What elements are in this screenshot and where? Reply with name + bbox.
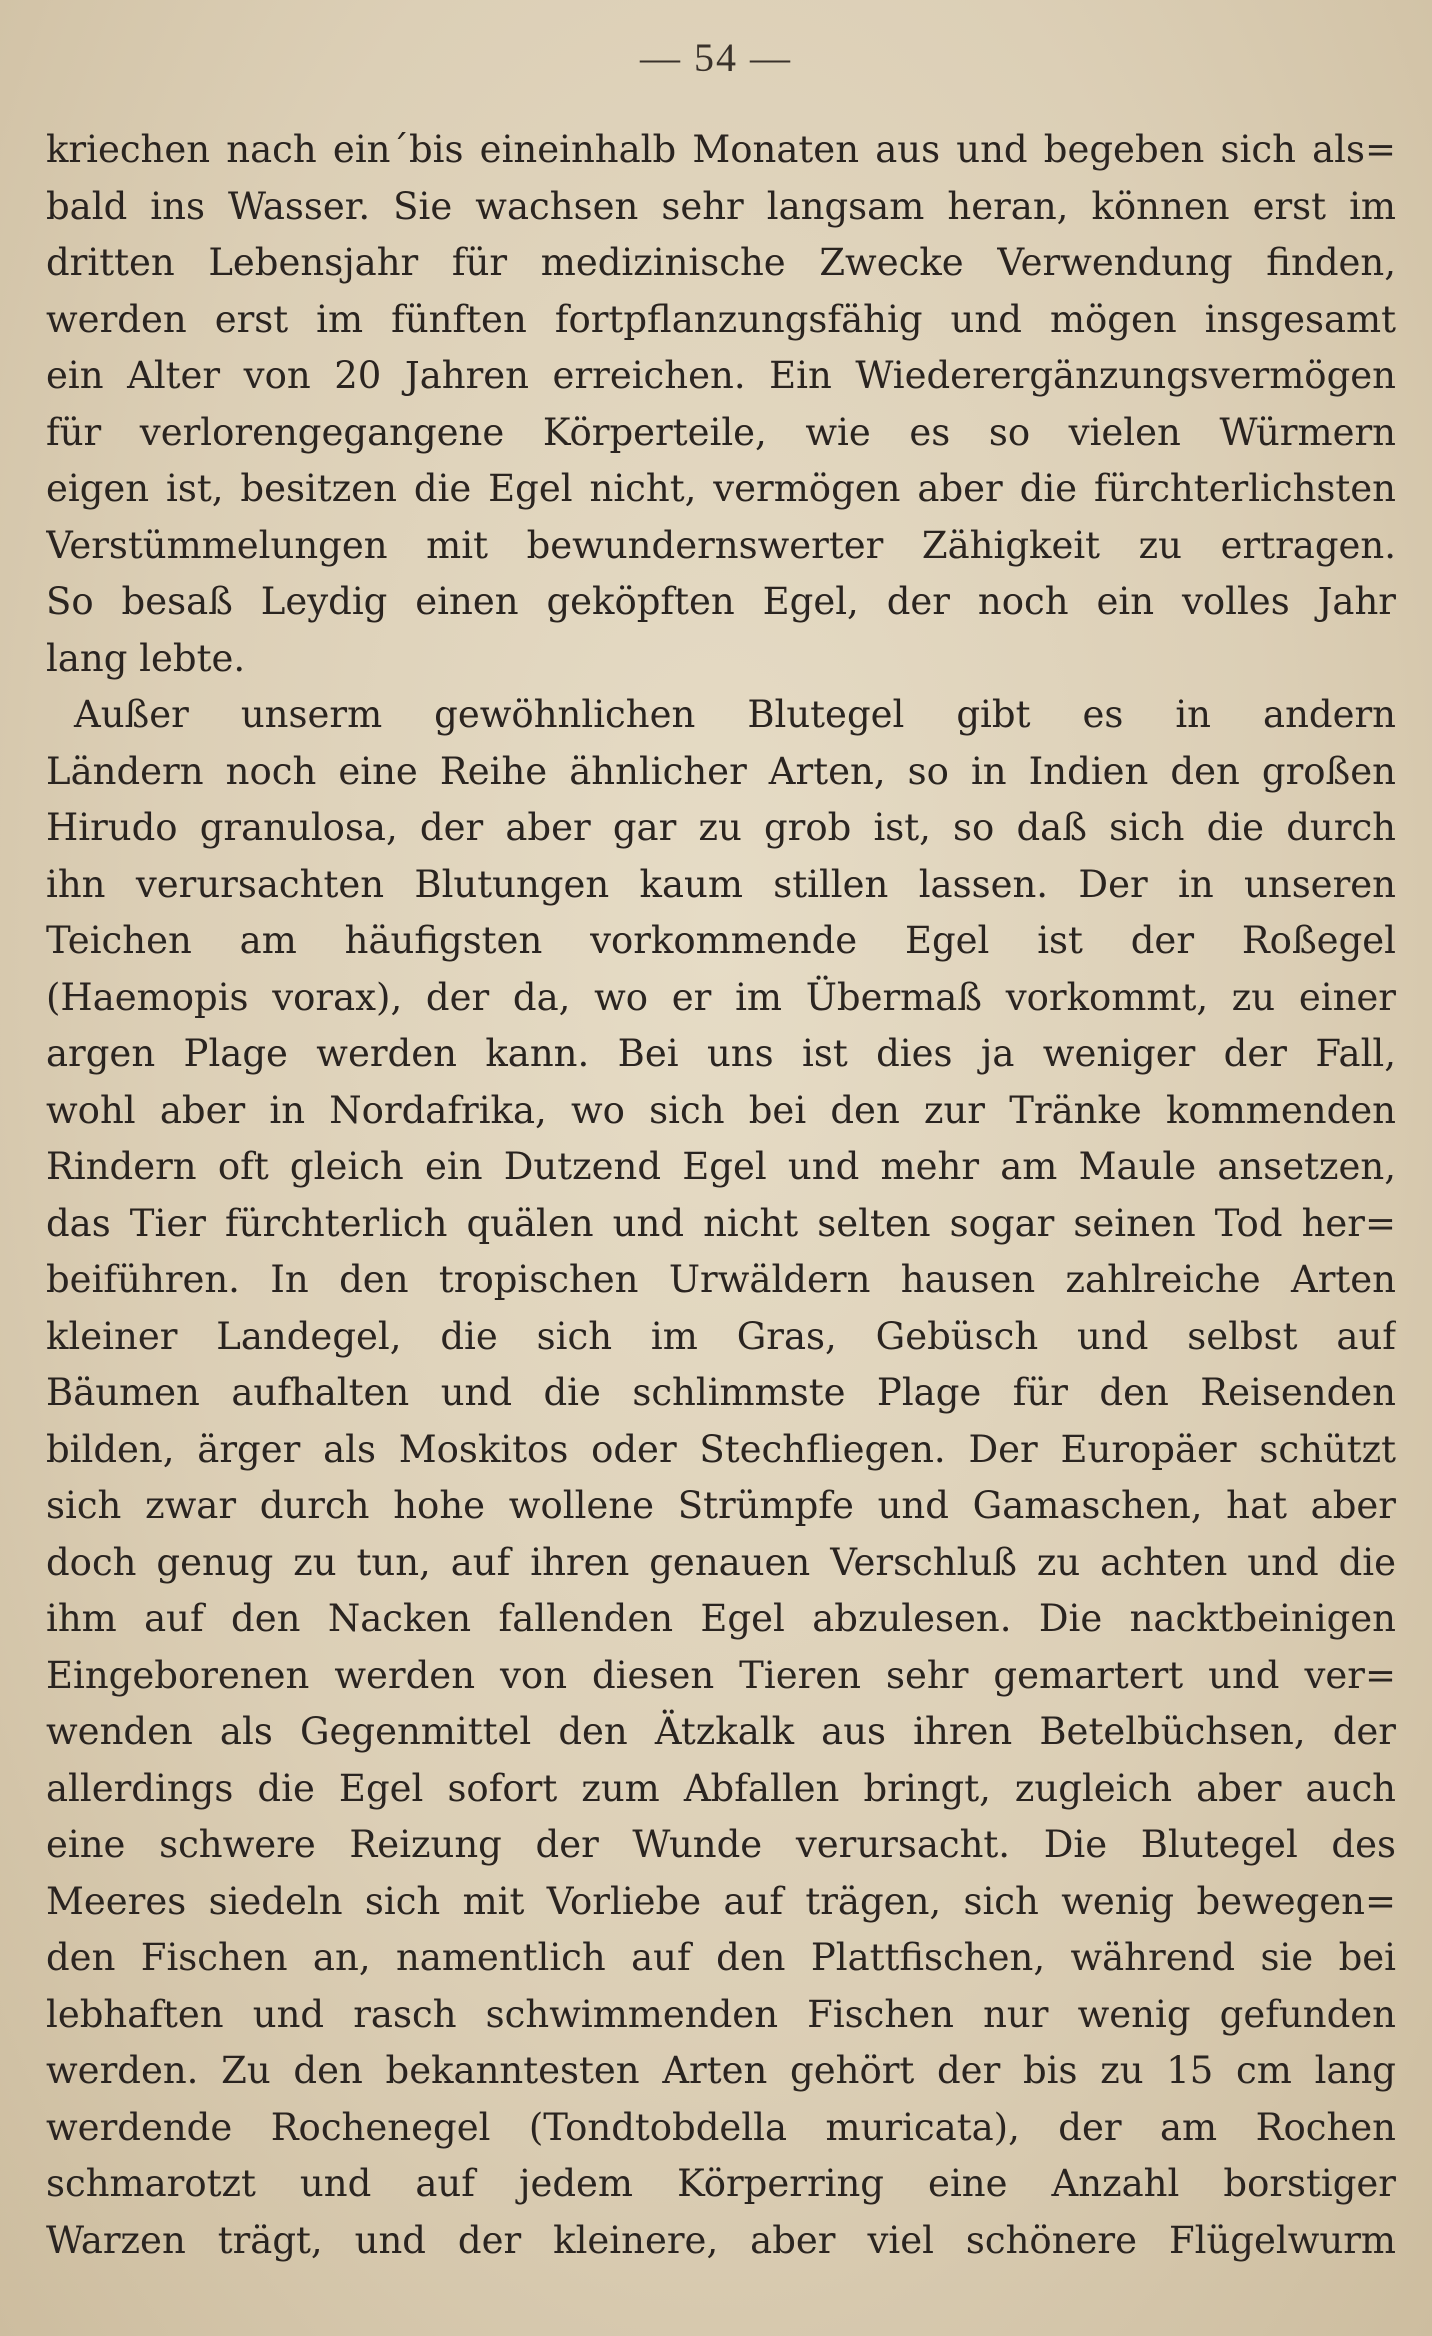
text-line: dritten Lebensjahr für medizinische Zwecke Verwendung finden, — [46, 241, 1396, 284]
text-line: sich zwar durch hohe wollene Strümpfe und Gamaschen, hat aber — [46, 1484, 1396, 1527]
text-line: werden erst im fünften fortpflanzungsfähig und mögen insgesamt — [46, 297, 1396, 341]
text-line: schmarotzt und auf jedem Körperring eine Anzahl borstiger — [46, 2162, 1396, 2205]
text-line: für verlorengegangene Körperteile, wie es so vielen Würmern — [46, 410, 1396, 454]
text-line: lebhaften und rasch schwimmenden Fischen nur wenig gefunden — [46, 1992, 1396, 2036]
body-text — [46, 122, 1396, 2269]
text-line: beiführen. In den tropischen Urwäldern hausen zahlreiche Arten — [46, 1258, 1396, 1301]
text-line: eine schwere Reizung der Wunde verursacht. Die Blutegel des — [46, 1823, 1396, 1866]
text-line: argen Plage werden kann. Bei uns ist dies ja weniger der Fall, — [46, 1032, 1396, 1075]
text-line: ihm auf den Nacken fallenden Egel abzulesen. Die nacktbeinigen — [46, 1597, 1396, 1640]
text-line: Bäumen aufhalten und die schlimmste Plage für den Reisenden — [46, 1371, 1396, 1414]
text-line: bald ins Wasser. Sie wachsen sehr langsam heran, können erst im — [46, 184, 1396, 228]
text-line: Eingeborenen werden von diesen Tieren sehr gemartert und ver= — [46, 1653, 1396, 1697]
page-number: — 54 — — [640, 35, 792, 80]
text-line: Teichen am häufigsten vorkommende Egel ist der Roßegel — [46, 919, 1396, 962]
text-line: So besaß Leydig einen geköpften Egel, der noch ein volles Jahr — [46, 580, 1396, 623]
text-line: ein Alter von 20 Jahren erreichen. Ein Wiederergänzungsvermögen — [46, 354, 1396, 397]
text-line: doch genug zu tun, auf ihren genauen Verschluß zu achten und die — [46, 1540, 1396, 1584]
text-line: wenden als Gegenmittel den Ätzkalk aus ihren Betelbüchsen, der — [46, 1710, 1396, 1753]
text-line: den Fischen an, namentlich auf den Plattfischen, während sie bei — [46, 1936, 1396, 1979]
text-line: kriechen nach ein´bis eineinhalb Monaten aus und begeben sich als= — [46, 128, 1396, 171]
text-line: werdende Rochenegel (Tondtobdella muricata), der am Rochen — [46, 2105, 1396, 2149]
text-line: Verstümmelungen mit bewundernswerter Zähigkeit zu ertragen. — [46, 523, 1396, 567]
text-line: allerdings die Egel sofort zum Abfallen bringt, zugleich aber auch — [46, 1766, 1396, 1810]
text-line: Warzen trägt, und der kleinere, aber viel schönere Flügelwurm — [46, 2218, 1396, 2262]
text-line: bilden, ärger als Moskitos oder Stechfliegen. Der Europäer schützt — [46, 1427, 1396, 1471]
text-line: Hirudo granulosa, der aber gar zu grob ist, so daß sich die durch — [46, 806, 1396, 849]
text-line: Ländern noch eine Reihe ähnlicher Arten, so in Indien den großen — [46, 749, 1396, 793]
text-line: werden. Zu den bekanntesten Arten gehört der bis zu 15 cm lang — [46, 2049, 1396, 2092]
text-line: (Haemopis vorax), der da, wo er im Übermaß vorkommt, zu einer — [46, 975, 1396, 1019]
text-line: Rindern oft gleich ein Dutzend Egel und mehr am Maule ansetzen, — [46, 1145, 1396, 1188]
paragraph-start-line: Außer unserm gewöhnlichen Blutegel gibt es in andern — [74, 693, 1396, 736]
text-line: Meeres siedeln sich mit Vorliebe auf trägen, sich wenig bewegen= — [46, 1879, 1396, 1923]
text-line: eigen ist, besitzen die Egel nicht, vermögen aber die fürchterlichsten — [46, 467, 1396, 510]
text-line: ihn verursachten Blutungen kaum stillen lassen. Der in unseren — [46, 862, 1396, 906]
text-line: wohl aber in Nordafrika, wo sich bei den zur Tränke kommenden — [46, 1088, 1396, 1132]
paragraph-end-line: lang lebte. — [46, 636, 246, 680]
text-line: kleiner Landegel, die sich im Gras, Gebüsch und selbst auf — [46, 1314, 1396, 1358]
text-line: das Tier fürchterlich quälen und nicht selten sogar seinen Tod her= — [46, 1201, 1396, 1245]
